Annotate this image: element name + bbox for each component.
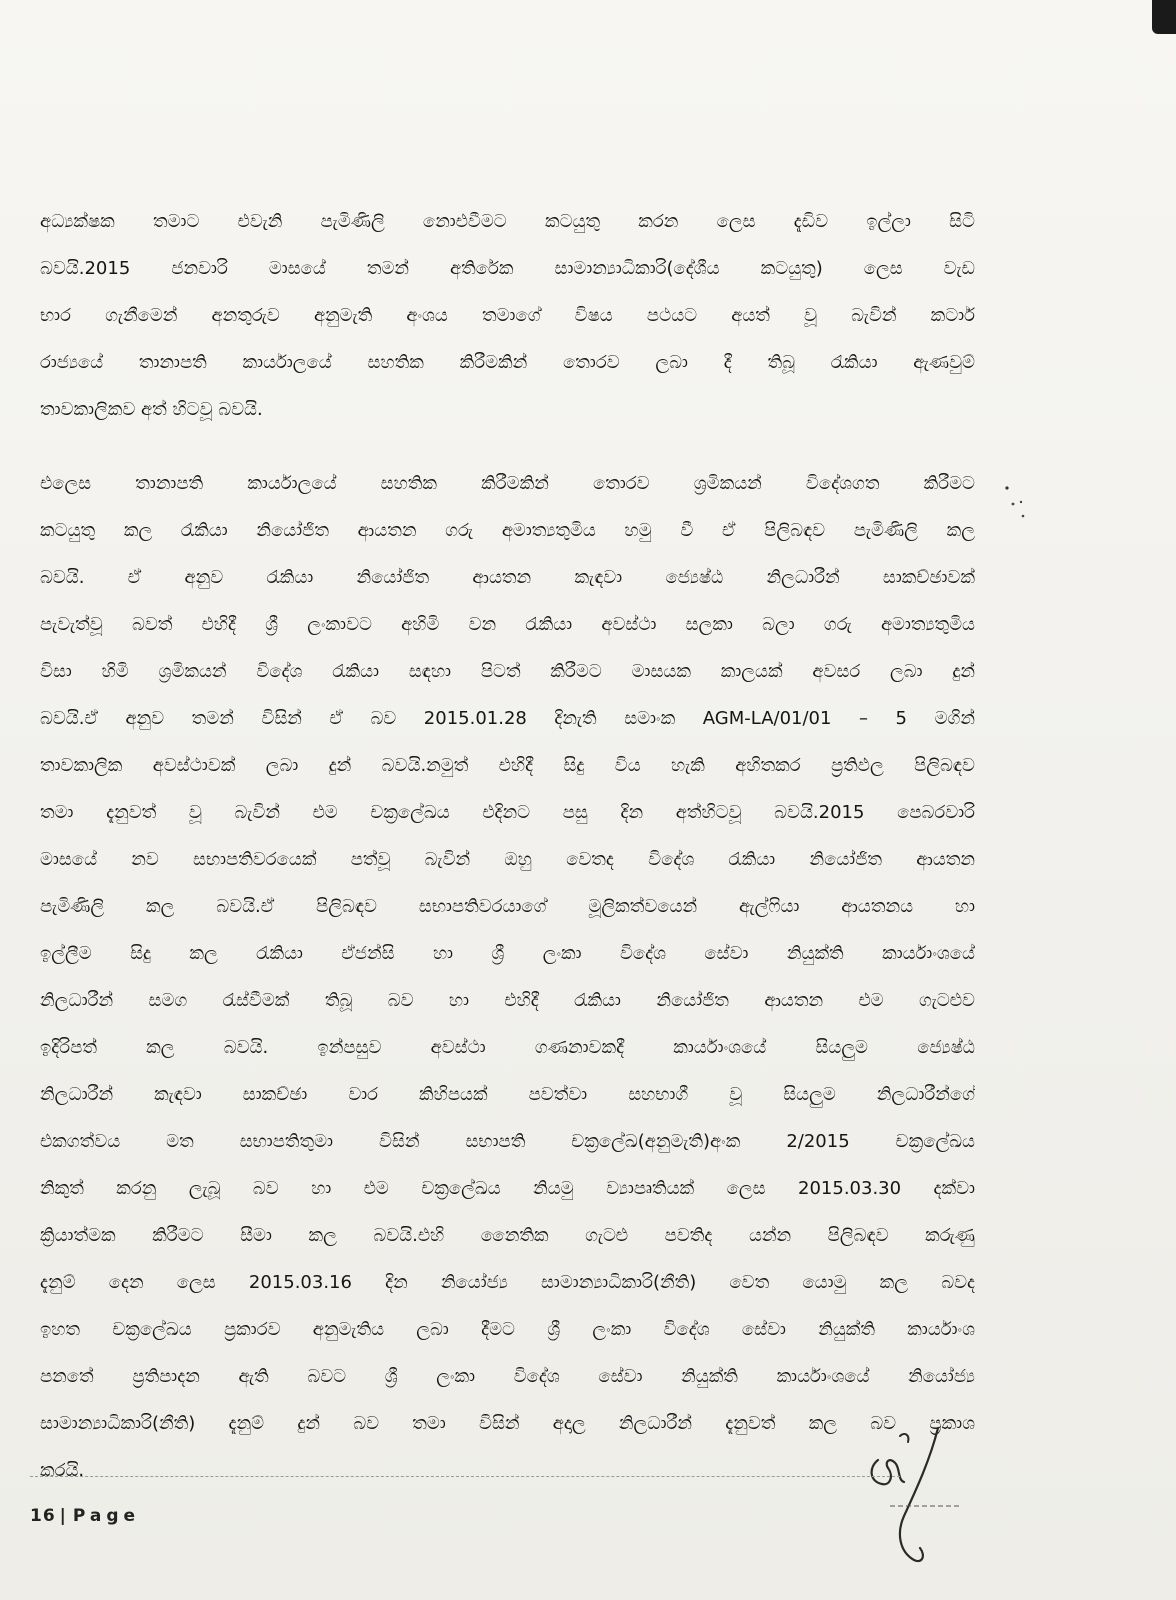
footer-rule bbox=[30, 1476, 900, 1477]
paragraph-2-line: ඉහත චක්‍රලේඛය ප්‍රකාරව අනුමැතිය ලබා දීමට ශ්‍රී ලංකා විදේශ සේවා නියුක්ති කාර්යාංශ bbox=[40, 1319, 975, 1340]
footer-separator: | bbox=[59, 1506, 67, 1526]
paragraph-2-line: නිලධාරීන් සමග රැස්වීමක් තිබූ බව හා එහිදී රැකියා නියෝජිත ආයතන එම ගැටළුව bbox=[40, 990, 975, 1011]
paragraph-2-line: සාමාන්‍යාධිකාරි(නීති) දැනුම් දුන් බව තමා විසින් අදාල නිලධාරීන් දැනුවත් කල බව ප්‍රකාශ bbox=[40, 1413, 975, 1434]
handwritten-signature bbox=[860, 1420, 970, 1570]
paragraph-2 bbox=[40, 460, 975, 1494]
paragraph-2-line: දැනුම් දෙන ලෙස 2015.03.16 දින නියෝජ්‍ය සාමාන්‍යාධිකාරි(නීති) වෙත යොමු කල බවද bbox=[40, 1272, 975, 1293]
paragraph-1-line: රාජ්‍යයේ තානාපති කාර්යාලයේ සහතික කිරීමකින් තොරව ලබා දී තිබූ රැකියා ඇණවුම් bbox=[40, 352, 975, 373]
paragraph-1-line: බවයි.2015 ජනවාරි මාසයේ තමන් අතිරේක සාමාන්‍යාධිකාරි(දේශීය කටයුතු) ලෙස වැඩ bbox=[40, 258, 975, 279]
stray-ink-marks bbox=[1003, 484, 1027, 524]
paragraph-2-line: බවයි.ඒ අනුව තමන් විසින් ඒ බව 2015.01.28 දිනැති සමාංක AGM-LA/01/01 – 5 මගින් bbox=[40, 708, 975, 729]
paragraph-2-line: මාසයේ නව සභාපතිවරයෙක් පත්වූ බැවින් ඔහු වෙතද විදේශ රැකියා නියෝජිත ආයතන bbox=[40, 849, 975, 870]
paragraph-2-line: එකගත්වය මත සභාපතිතුමා විසින් සභාපති චක්‍රලේඛ(අනුමැති)අංක 2/2015 චක්‍රලේඛය bbox=[40, 1131, 975, 1152]
page-label: Page bbox=[72, 1506, 141, 1526]
paragraph-1 bbox=[40, 198, 975, 433]
page-footer bbox=[30, 1506, 140, 1526]
paragraph-1-line: භාර ගැනීමෙන් අනතුරුව අනුමැති අංශය තමාගේ විෂය පථයට අයත් වූ බැවින් කටාර් bbox=[40, 305, 975, 326]
paragraph-1-line: තාවකාලිකව අත් හිටවූ බවයි. bbox=[40, 399, 263, 420]
paragraph-2-line: එලෙස තානාපති කාර්යාලයේ සහතික කිරීමකින් තොරව ශ්‍රමිකයන් විදේශගත කිරීමට bbox=[40, 473, 975, 494]
paragraph-1-line: අධ්‍යක්ෂක තමාට එවැනි පැමිණිලි නොඑවීමට කටයුතු කරන ලෙස දැඩිව ඉල්ලා සිටි bbox=[40, 211, 975, 232]
paragraph-2-line: කරයි. bbox=[40, 1460, 85, 1481]
paragraph-2-line: ඉල්ලීම සිදු කල රැකියා ඒජන්සි හා ශ්‍රී ලංකා විදේශ සේවා නියුක්ති කාර්යාංශයේ bbox=[40, 943, 975, 964]
paragraph-2-line: පැමිණිලි කල බවයි.ඒ පිලිබඳව සභාපතිවරයාගේ මූලිකත්වයෙන් ඇල්ෆියා ආයතනය හා bbox=[40, 896, 975, 917]
paragraph-2-line: නිකුත් කරනු ලැබූ බව හා එම චක්‍රලේඛය නියමු ව්‍යාපෘතියක් ලෙස 2015.03.30 දක්වා bbox=[40, 1178, 975, 1199]
paragraph-2-line: විසා හිමි ශ්‍රමිකයන් විදේශ රැකියා සඳහා පිටත් කිරීමට මාසයක කාලයක් අවසර ලබා දුන් bbox=[40, 661, 975, 682]
corner-mark bbox=[1152, 0, 1176, 34]
paragraph-2-line: ක්‍රියාත්මක කිරීමට සීමා කල බවයි.එහි නෛතික ගැටළු පවතිද යන්න පිලිබඳව කරුණු bbox=[40, 1225, 975, 1246]
paragraph-2-line: තාවකාලික අවස්ථාවක් ලබා දුන් බවයි.නමුත් එහිදී සිදු විය හැකි අහිතකර ප්‍රතිඵල පිලිබඳව bbox=[40, 755, 975, 776]
page-number: 16 bbox=[30, 1506, 56, 1526]
paragraph-2-line: ඉදිරිපත් කල බවයි. ඉන්පසුව අවස්ථා ගණනාවකදී කාර්යාංශයේ සියලුම ජ්‍යෙෂ්ඨ bbox=[40, 1037, 975, 1058]
paragraph-2-line: තමා දැනුවත් වූ බැවින් එම චක්‍රලේඛය එදිනට පසු දින අත්හිටවූ බවයි.2015 පෙබරවාරි bbox=[40, 802, 975, 823]
paragraph-2-line: නිලධාරීන් කැඳවා සාකච්ඡා වාර කිහිපයක් පවත්වා සහභාගී වූ සියලුම නිලධාරීන්ගේ bbox=[40, 1084, 975, 1105]
paragraph-2-line: පැවැත්වූ බවත් එහිදී ශ්‍රී ලංකාවට අහිමි වන රැකියා අවස්ථා සලකා බලා ගරු අමාත්‍යතුමිය bbox=[40, 614, 975, 635]
paragraph-2-line: කටයුතු කල රැකියා නියෝජිත ආයතන ගරු අමාත්‍යතුමිය හමු වී ඒ පිලිබඳව පැමිණිලි කල bbox=[40, 520, 975, 541]
paragraph-2-line: පනතේ ප්‍රතිපාදන ඇති බවට ශ්‍රී ලංකා විදේශ සේවා නියුක්ති කාර්යාංශයේ නියෝජ්‍ය bbox=[40, 1366, 975, 1387]
paragraph-2-line: බවයි. ඒ අනුව රැකියා නියෝජිත ආයතන කැඳවා ජ්‍යෙෂ්ඨ නිලධාරීන් සාකච්ඡාවක් bbox=[40, 567, 975, 588]
